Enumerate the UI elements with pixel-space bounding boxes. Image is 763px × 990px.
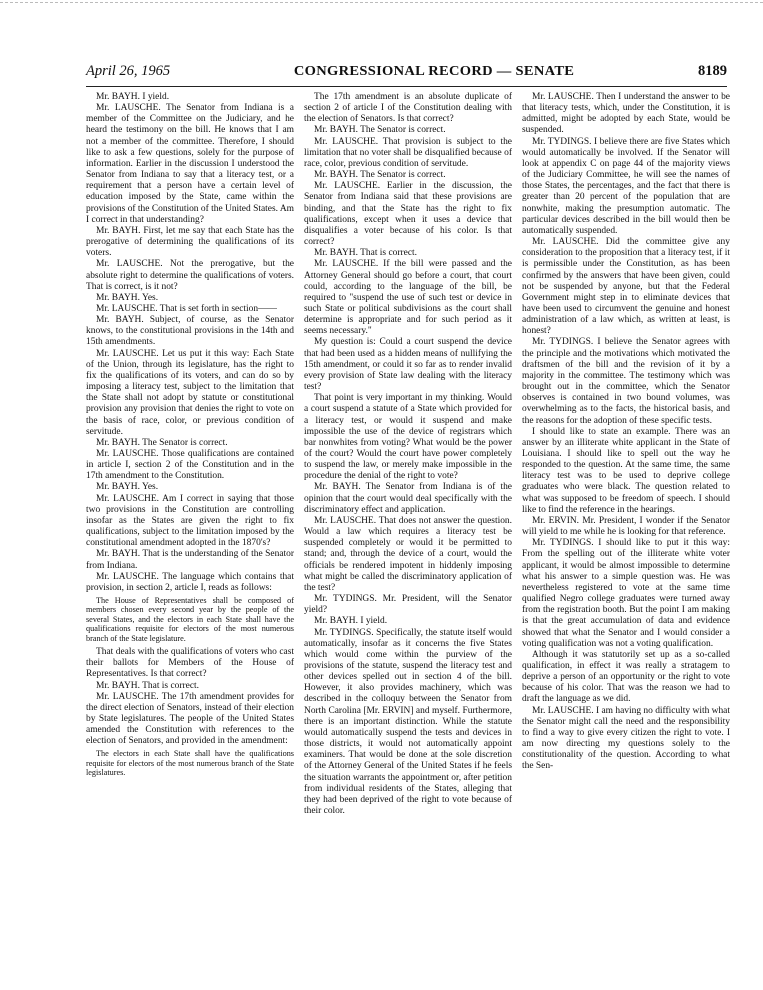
paragraph: Mr. LAUSCHE. Then I understand the answer to be that literacy tests, which, under the Constitution, it is admitted, might be adopted by each State, would be suspended. [522,92,730,136]
paragraph: Mr. LAUSCHE. Let us put it this way: Each State of the Union, through its legislature, has the right to fix the qualifications of its voters, and can do so by imposing a literacy test, subject to the limitation that the State shall not adopt by statute or constitutional provision any provision that denies the right to vote on the basis of race, color, or previous condition of servitude. [86,348,294,437]
quoted-text: The House of Representatives shall be composed of members chosen every second year by the people of the several States, and the electors in each State shall have the qualifications requisite for electors of the most numerous branch of the State legislature. [86,596,294,643]
paragraph: Mr. LAUSCHE. That is set forth in section—— [96,303,277,314]
paragraph: Mr. BAYH. Subject, of course, as the Senator knows, to the constitutional provisions in the 14th and 15th amendments. [86,315,294,348]
paragraph: Mr. BAYH. That is correct. [96,680,200,691]
header-page-number: 8189 [698,63,727,79]
paragraph: Mr. ERVIN. Mr. President, I wonder if the Senator will yield to me while he is looking for that reference. [522,515,730,538]
paragraph: Mr. TYDINGS. I should like to put it this way: From the spelling out of the illiterate white voter applicant, it would be almost impossible to determine what his answer to a simple question was. He was nevertheless registered to vote at the same time qualified Negro college graduates were turned away from the registration booth. But the point I am making is that the great accumulation of data and evidence showed that what the Senator and I would consider a voting qualification was not a voting qualification. [522,538,730,649]
header-date: April 26, 1965 [86,63,171,79]
header-rule [86,86,727,87]
paragraph: Mr. LAUSCHE. That provision is subject to the limitation that no voter shall be disqualified because of race, color, previous condition of servitude. [304,136,512,169]
paragraph: Mr. TYDINGS. I believe the Senator agrees with the principle and the motivations which motivated the draftsmen of the bill and the revision of it by a majority in the committee. The testimony which was brought out in the committee, which the Senator observes is contained in two bound volumes, was overwhelming as to the facts, the historical basis, and the reasons for the adoption of these specific tests. [522,337,730,426]
paragraph: Mr. LAUSCHE. I am having no difficulty with what the Senator might call the need and the responsibility to find a way to give every citizen the right to vote. I am now directing my questions solely to the constitutionality of the question. According to what the Sen- [522,705,730,772]
paragraph: Mr. BAYH. I yield. [314,616,388,627]
paragraph: Mr. LAUSCHE. Those qualifications are contained in article I, section 2 of the Constitution and in the 17th amendment to the Constitution. [86,449,294,482]
paragraph: Mr. BAYH. Yes. [96,292,159,303]
paragraph: Mr. LAUSCHE. The language which contains that provision, in section 2, article I, reads as follows: [86,571,294,593]
column-3 [522,92,730,817]
page-header [86,62,727,80]
paragraph: My question is: Could a court suspend the device that had been used as a hidden means of nullifying the 15th amendment, or could it so far as to render invalid every provision of State law dealing with the literacy test? [304,337,512,393]
paragraph: Mr. LAUSCHE. Did the committee give any consideration to the proposition that a literacy test, if it is permissible under the Constitution, as has been confirmed by the answers that have been given, could not be suspended by anyone, but that the Federal Government might step in to eliminate devices that have been used to circumvent the genuine and honest administration of a law which, as written at least, is honest? [522,237,730,337]
paragraph: That deals with the qualifications of voters who cast their ballots for Members of the House of Representatives. Is that correct? [86,647,294,680]
text-columns [86,92,735,817]
paragraph: The 17th amendment is an absolute duplicate of section 2 of article I of the Constitution dealing with the election of Senators. Is that correct? [304,92,512,125]
paragraph: Mr. LAUSCHE. Am I correct in saying that those two provisions in the Constitution are controlling insofar as the States are given the right to fix qualifications, subject to the limitation imposed by the constitutional amendment adopted in the 1870's? [86,493,294,549]
paragraph: Mr. TYDINGS. I believe there are five States which would automatically be involved. If the Senator will look at appendix C on page 44 of the majority views of the Judiciary Committee, he will see the names of those States, the percentages, and the fact that there is greater than 20 percent of the population that are nonwhite, making the presumption automatic. The particular devices described in the bill would then be automatically suspended. [522,136,730,236]
paragraph: Mr. BAYH. The Senator is correct. [96,437,228,448]
paragraph: Mr. TYDINGS. Specifically, the statute itself would automatically, insofar as it concerns the five States which would come within the purview of the provisions of the statute, suspend the literacy test and other devices spelled out in section 4 of the bill. However, it also provides machinery, which was described in the colloquy between the Senator from North Carolina [Mr. ERVIN] and myself. Furthermore, there is an important distinction. While the statute would automatically suspend the tests and devices in those districts, it would not automatically appoint examiners. That would be done at the sole discretion of the Attorney General of the United States if he feels the situation warrants the appointment or, after petition from individual residents of the States, alleging that they had been deprived of the right to vote because of their color. [304,627,512,816]
paragraph: Mr. LAUSCHE. Not the prerogative, but the absolute right to determine the qualifications of voters. That is correct, is it not? [86,259,294,292]
paragraph: That point is very important in my thinking. Would a court suspend a statute of a State which provided for a literacy test, or would it suspend and make impossible the use of the device of registrars which bar nonwhites from voting? What would be the power of the court? Would the court have power completely to suspend the law, or merely make impossible in the procedure the denial of the right to vote? [304,393,512,482]
paragraph: Mr. BAYH. That is correct. [314,248,418,259]
column-1 [86,92,294,817]
paragraph: Mr. LAUSCHE. Earlier in the discussion, the Senator from Indiana said that these provisions are binding, and that the State has the right to fix qualifications, except when it uses a device that disqualifies a voter because of his color. Is that correct? [304,181,512,248]
paragraph: Mr. BAYH. The Senator is correct. [314,125,446,136]
paragraph: Mr. BAYH. The Senator from Indiana is of the opinion that the court would deal specifically with the discriminatory effect and application. [304,482,512,515]
paragraph: Mr. LAUSCHE. That does not answer the question. Would a law which requires a literacy test be suspended completely or would it be permitted to stand; and, through the device of a court, would the officials be rendered impotent in hiddenly imposing what might be called the discriminatory application of the test? [304,515,512,593]
quoted-text: The electors in each State shall have the qualifications requisite for electors of the most numerous branch of the State legislatures. [86,749,294,778]
paragraph: Mr. BAYH. I yield. [96,92,170,102]
paragraph: Although it was statutorily set up as a so-called qualification, in effect it was really a stratagem to deprive a person of an opportunity or the right to vote because of his color. That was the reason we had to draft the language as we did. [522,649,730,705]
paragraph: Mr. BAYH. Yes. [96,482,159,493]
paragraph: Mr. TYDINGS. Mr. President, will the Senator yield? [304,594,512,616]
paragraph: Mr. BAYH. The Senator is correct. [314,170,446,181]
paragraph: Mr. LAUSCHE. If the bill were passed and the Attorney General should go before a court, that court could, according to the language of the bill, be required to "suspend the use of such test or device in such State or political subdivisions as the court shall determine is appropriate and for such period as it seems necessary." [304,259,512,337]
paragraph: Mr. BAYH. First, let me say that each State has the prerogative of determining the qualifications of its voters. [86,225,294,259]
column-2 [304,92,512,817]
paragraph: Mr. BAYH. That is the understanding of the Senator from Indiana. [86,549,294,571]
paragraph: Mr. LAUSCHE. The 17th amendment provides for the direct election of Senators, instead of their election by State legislatures. The people of the United States amended the Constitution with references to the election of Senators, and provided in the amendment: [86,691,294,747]
header-title: CONGRESSIONAL RECORD — SENATE [293,63,575,79]
paragraph: Mr. LAUSCHE. The Senator from Indiana is a member of the Committee on the Judiciary, and he heard the testimony on the bill. He knows that I am not a member of the committee. Therefore, I should like to ask a few questions, solely for the purpose of information. Earlier in the discussion I understood the Senator from Indiana to say that a literacy test, or a requirement that a person have a certain level of education imposed by the State, came within the provisions of the Constitution of the United States. Am I correct in that understanding? [86,103,294,225]
paragraph: I should like to state an example. There was an answer by an illiterate white applicant in the State of Louisiana. I should like to spell out the way he responded to the question. At the same time, the same literacy test was to be used to deprive college graduates who were black. The question related to what was supposed to be freedom of speech. I should like to find the reference in the hearings. [522,426,730,515]
